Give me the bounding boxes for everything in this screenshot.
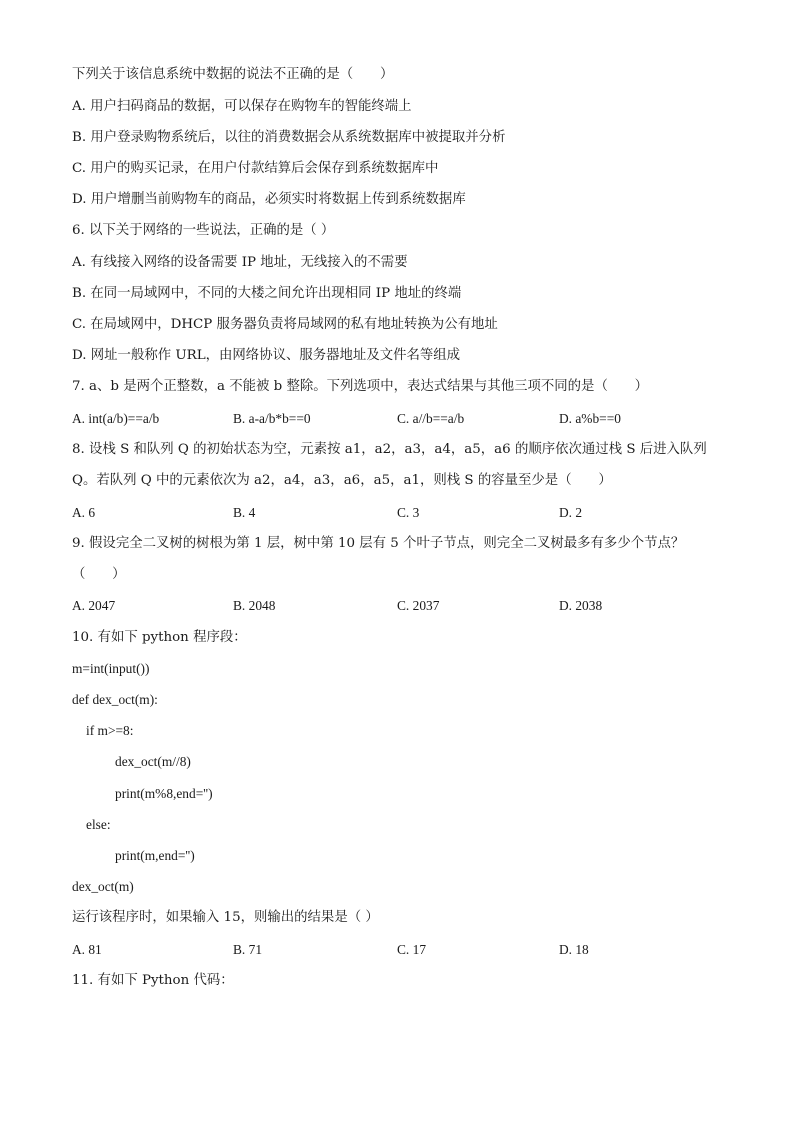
q7-option-d: D. a%b==0	[559, 411, 621, 426]
q7-option-b: B. a-a/b*b==0	[233, 411, 311, 426]
q10-stem: 10. 有如下 python 程序段：	[72, 630, 247, 645]
q10-option-d: D. 18	[559, 942, 589, 957]
q5-option-a: A. 用户扫码商品的数据，可以保存在购物车的智能终端上	[72, 99, 412, 114]
code-line-8: dex_oct(m)	[72, 879, 134, 894]
q8-option-b: B. 4	[233, 505, 256, 520]
q6-option-a: A. 有线接入网络的设备需要 IP 地址，无线接入的不需要	[72, 255, 408, 270]
q6-option-d: D. 网址一般称作 URL，由网络协议、服务器地址及文件名等组成	[72, 348, 461, 363]
q8-option-a: A. 6	[72, 505, 96, 520]
q10-option-a: A. 81	[72, 942, 102, 957]
q9-option-b: B. 2048	[233, 598, 276, 613]
q7-stem: 7. a、b 是两个正整数，a 不能被 b 整除。下列选项中，表达式结果与其他三项不同的是（ ）	[72, 379, 649, 394]
q8-option-c: C. 3	[397, 505, 420, 520]
q5-option-d: D. 用户增删当前购物车的商品，必须实时将数据上传到系统数据库	[72, 192, 466, 207]
q9-stem-line2: （ ）	[72, 567, 126, 582]
q8-stem-line2: Q。若队列 Q 中的元素依次为 a2，a4，a3，a6，a5，a1，则栈 S 的容量至少是（ ）	[72, 473, 612, 488]
q6-option-c: C. 在局域网中，DHCP 服务器负责将局域网的私有地址转换为公有地址	[72, 317, 498, 332]
q10-option-c: C. 17	[397, 942, 427, 957]
code-line-7: print(m,end='')	[115, 848, 195, 863]
q7-option-a: A. int(a/b)==a/b	[72, 411, 160, 426]
q10-question: 运行该程序时，如果输入 15，则输出的结果是（ ）	[72, 910, 379, 925]
q6-option-b: B. 在同一局域网中，不同的大楼之间允许出现相同 IP 地址的终端	[72, 286, 462, 301]
q7-option-c: C. a//b==a/b	[397, 411, 465, 426]
q5-option-b: B. 用户登录购物系统后，以往的消费数据会从系统数据库中被提取并分析	[72, 130, 506, 145]
code-line-2: def dex_oct(m):	[72, 692, 158, 707]
q6-stem: 6. 以下关于网络的一些说法，正确的是（ ）	[72, 223, 335, 238]
q5-option-c: C. 用户的购买记录，在用户付款结算后会保存到系统数据库中	[72, 161, 439, 176]
q9-option-d: D. 2038	[559, 598, 603, 613]
q8-stem-line1: 8. 设栈 S 和队列 Q 的初始状态为空，元素按 a1，a2，a3，a4，a5，a6 的顺序依次通过栈 S 后进入队列	[72, 442, 707, 457]
code-line-3: if m>=8:	[86, 723, 134, 738]
q9-option-a: A. 2047	[72, 598, 116, 613]
q5-stem: 下列关于该信息系统中数据的说法不正确的是（ ）	[72, 67, 394, 82]
code-line-6: else:	[86, 817, 111, 832]
code-line-4: dex_oct(m//8)	[115, 754, 191, 769]
q9-stem-line1: 9. 假设完全二叉树的树根为第 1 层，树中第 10 层有 5 个叶子节点，则完全二叉树最多有多少个节点？	[72, 536, 685, 551]
q9-option-c: C. 2037	[397, 598, 440, 613]
q8-option-d: D. 2	[559, 505, 583, 520]
code-line-1: m=int(input())	[72, 661, 150, 676]
code-line-5: print(m%8,end='')	[115, 786, 213, 801]
q10-option-b: B. 71	[233, 942, 263, 957]
q11-stem: 11. 有如下 Python 代码：	[72, 973, 234, 988]
